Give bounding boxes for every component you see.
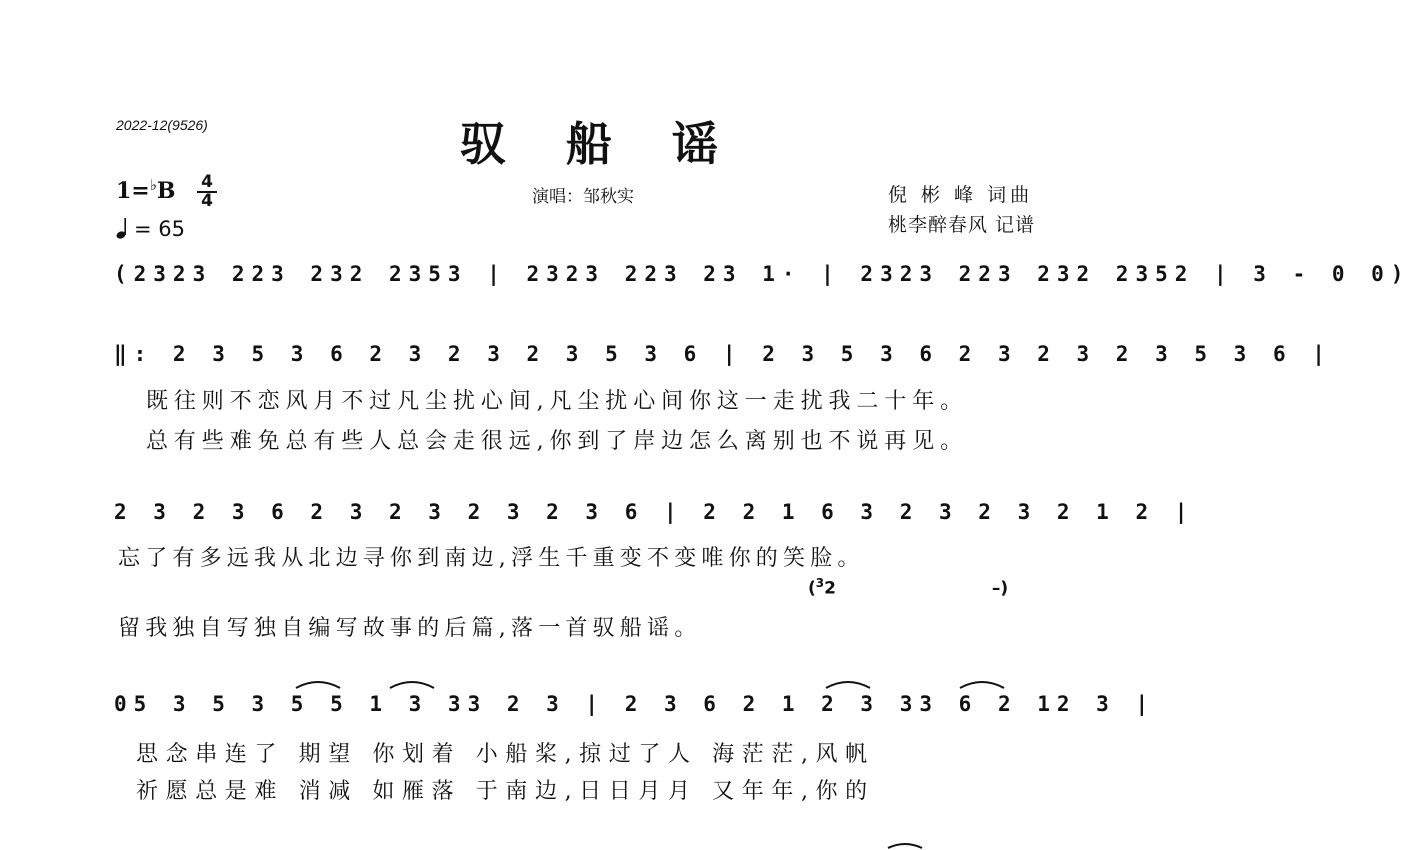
slur xyxy=(390,682,434,688)
singer-credit: 演唱：邹秋实 xyxy=(532,187,634,207)
grace-close: –) xyxy=(991,578,1009,599)
grace-main: 2 xyxy=(824,578,836,599)
quarter-note-icon xyxy=(116,217,128,239)
slur xyxy=(826,682,870,688)
lyric-line: 既往则不恋风月不过凡尘扰心间,凡尘扰心间你这一走扰我二十年。 xyxy=(146,389,968,414)
slur xyxy=(888,844,922,848)
lyric-line: 留我独自写独自编写故事的后篇,落一首驭船谣。 xyxy=(118,616,702,641)
slur xyxy=(296,682,340,688)
grace-note xyxy=(808,576,1008,599)
lyric-line: 总有些难免总有些人总会走很远,你到了岸边怎么离别也不说再见。 xyxy=(146,429,968,454)
music-line-verse-c: 05 3 5 3 5 5 1 3 33 2 3 | 2 3 6 2 1 2 3 33 6 2 12 3 | xyxy=(114,692,1156,716)
tempo-value: = 65 xyxy=(134,217,185,241)
music-line-intro: (2323 223 232 2353 | 2323 223 23 1· | 2323 223 232 2352 | 3 - 0 0) xyxy=(114,262,1410,286)
key-prefix: 1= xyxy=(116,178,150,204)
music-line-verse-a: ‖: 2 3 5 3 6 2 3 2 3 2 3 5 3 6 | 2 3 5 3 6 2 3 2 3 2 3 5 3 6 | xyxy=(114,342,1332,366)
time-signature xyxy=(197,174,217,210)
grace-sup: 3 xyxy=(815,576,825,590)
composer-credit: 倪 彬 峰 词曲 xyxy=(888,184,1034,206)
lyric-line: 祈愿总是难 消减 如雁落 于南边,日日月月 又年年,你的 xyxy=(136,779,875,804)
key-note: B xyxy=(156,178,176,204)
arranger-credit: 桃李醉春风 记谱 xyxy=(888,214,1036,236)
lyric-line: 思念串连了 期望 你划着 小船桨,掠过了人 海茫茫,风帆 xyxy=(136,742,875,767)
grace-open: ( xyxy=(808,578,816,599)
time-bottom: 4 xyxy=(201,191,213,211)
flat-sign: ♭ xyxy=(149,176,157,194)
tempo-marking xyxy=(116,217,185,241)
time-top: 4 xyxy=(197,174,217,193)
score-id: 2022-12(9526) xyxy=(116,117,208,133)
music-line-verse-b: 2 3 2 3 6 2 3 2 3 2 3 2 3 6 | 2 2 1 6 3 2 3 2 3 2 1 2 | xyxy=(114,500,1195,524)
key-signature xyxy=(116,176,175,204)
lyric-line: 忘了有多远我从北边寻你到南边,浮生千重变不变唯你的笑脸。 xyxy=(118,546,865,571)
slur xyxy=(960,682,1004,688)
song-title: 驭 船 谣 xyxy=(459,117,741,171)
